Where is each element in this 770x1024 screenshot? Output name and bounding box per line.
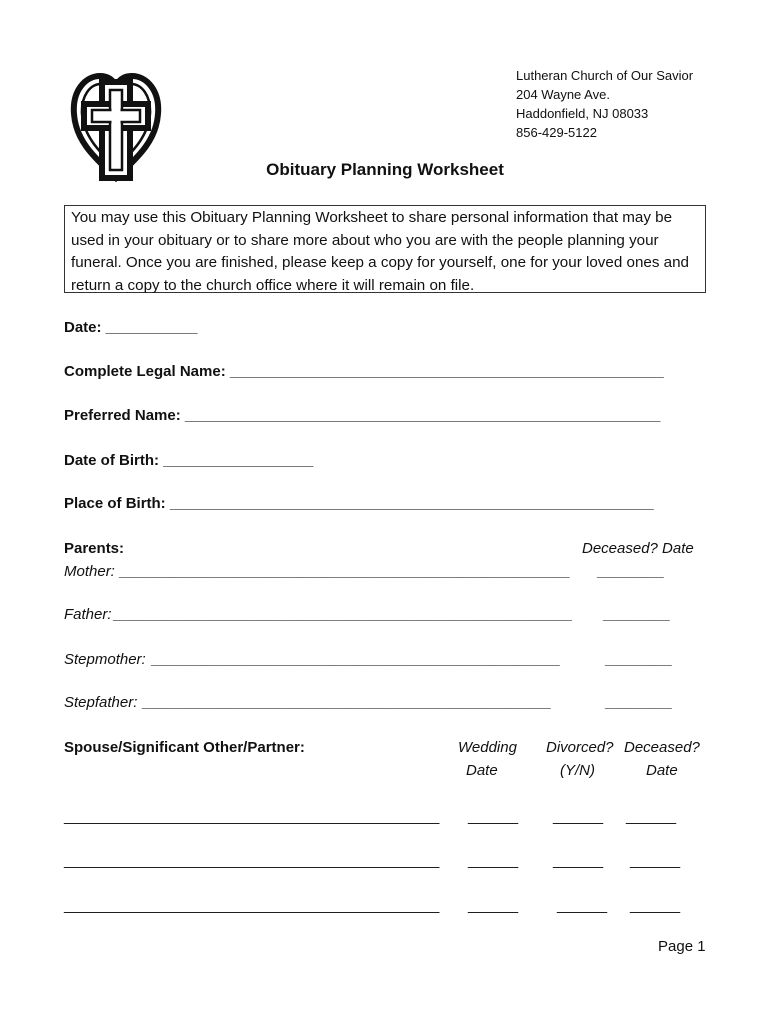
birth-date-field[interactable]: Date of Birth: __________________ <box>64 452 314 469</box>
stepmother-label: Stepmother: <box>64 651 146 668</box>
spouse-heading: Spouse/Significant Other/Partner: <box>64 739 305 756</box>
church-name: Lutheran Church of Our Savior <box>516 68 694 83</box>
church-city: Haddonfield, NJ 08033 <box>516 106 649 121</box>
spouse-divorced[interactable]: ______ <box>553 852 604 869</box>
spouse-divorced[interactable]: ______ <box>553 808 604 825</box>
spouse-wedding-date[interactable]: ______ <box>468 808 519 825</box>
spouse-wedding-date[interactable]: ______ <box>468 852 519 869</box>
stepfather-line[interactable]: _________________________________________________ <box>143 694 552 711</box>
page-number: Page 1 <box>658 938 706 955</box>
date-field[interactable]: Date: ___________ <box>64 319 198 336</box>
spouse-wedding-date[interactable]: ______ <box>468 897 519 914</box>
father-label: Father: <box>64 606 112 623</box>
divorced-header: Divorced? <box>546 739 614 756</box>
spouse-deceased-date[interactable]: ______ <box>626 808 677 825</box>
spouse-divorced[interactable]: ______ <box>557 897 608 914</box>
divorced-yn-header: (Y/N) <box>560 762 595 779</box>
church-address <box>516 66 693 142</box>
stepmother-deceased-date[interactable]: ________ <box>606 651 673 668</box>
parents-heading: Parents: <box>64 540 125 557</box>
church-phone: 856-429-5122 <box>516 125 597 140</box>
spouse-deceased-date[interactable]: ______ <box>630 897 681 914</box>
father-line[interactable]: _______________________________________________________ <box>114 606 573 623</box>
intro-box: You may use this Obituary Planning Worksheet to share personal information that may be used in your obituary or to share more about who you are with the people planning your funeral. Once you are finished, please keep a copy for yourself, one for your loved ones and return a copy to the church office where it will remain on file. <box>64 205 706 293</box>
stepmother-line[interactable]: _________________________________________________ <box>152 651 561 668</box>
mother-deceased-date[interactable]: ________ <box>598 563 665 580</box>
legal-name-field[interactable]: Complete Legal Name: ____________________________________________________ <box>64 363 664 380</box>
deceased-date-col-header: Date <box>646 762 678 779</box>
mother-label: Mother: <box>64 563 115 580</box>
page-title: Obituary Planning Worksheet <box>266 160 504 179</box>
spouse-name-line[interactable]: _____________________________________________ <box>64 897 440 914</box>
deceased-date-header: Deceased? Date <box>582 540 694 557</box>
deceased-header: Deceased? <box>624 739 700 756</box>
birth-place-field[interactable]: Place of Birth: __________________________________________________________ <box>64 495 654 512</box>
father-deceased-date[interactable]: ________ <box>604 606 671 623</box>
stepfather-deceased-date[interactable]: ________ <box>606 694 673 711</box>
spouse-name-line[interactable]: _____________________________________________ <box>64 808 440 825</box>
mother-line[interactable]: ______________________________________________________ <box>120 563 571 580</box>
spouse-deceased-date[interactable]: ______ <box>630 852 681 869</box>
spouse-name-line[interactable]: _____________________________________________ <box>64 852 440 869</box>
wedding-header: Wedding <box>458 739 517 756</box>
church-street: 204 Wayne Ave. <box>516 87 610 102</box>
stepfather-label: Stepfather: <box>64 694 138 711</box>
preferred-name-field[interactable]: Preferred Name: _________________________________________________________ <box>64 407 661 424</box>
wedding-date-header: Date <box>466 762 498 779</box>
